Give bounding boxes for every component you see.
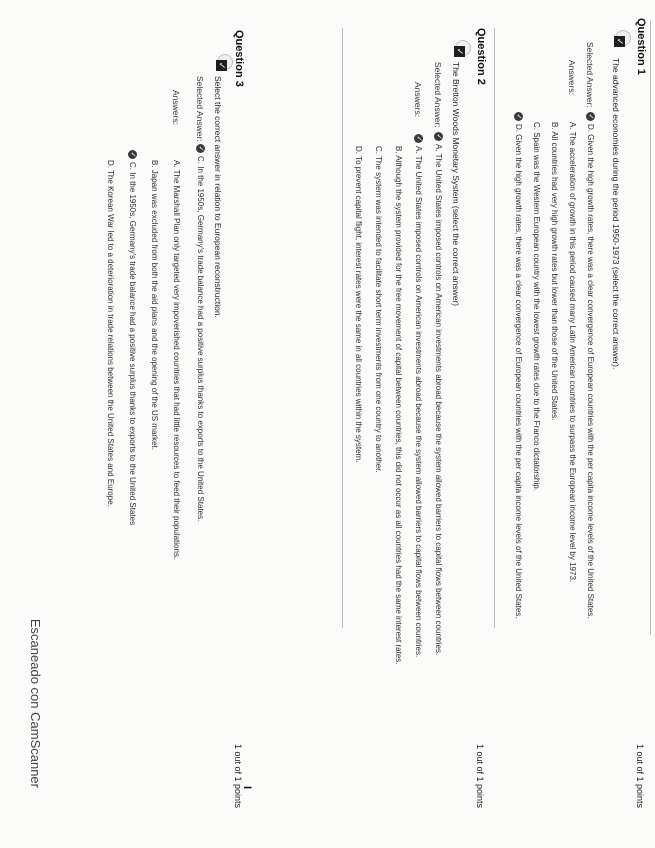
top-border — [650, 20, 651, 635]
camscanner-watermark: Escaneado con CamScanner — [28, 618, 43, 788]
question-3-option-c: ✓C. In the 1950s, Germany's trade balance had a positive surplus thanks to exports to the United States — [128, 151, 137, 526]
correct-check-icon: ✓ — [128, 151, 136, 158]
question-1-option-c: C. Spain was the Western European country with the lowest growth rates due to the Franco dictatorship. — [532, 122, 541, 491]
question-1-points: 1 out of 1 points — [635, 743, 645, 808]
question-1-title: Question 1 — [635, 18, 647, 75]
question-2-option-b: B. Although the system provided for the free movement of capital between countries, this did not occur as all countries had the same interest rates. — [394, 146, 403, 665]
question-check-icon: ✓ — [455, 40, 471, 56]
correct-check-icon: ✓ — [586, 113, 594, 120]
question-2-answers-label: Answers: — [413, 82, 423, 117]
correct-check-icon: ✓ — [514, 113, 522, 120]
question-1-prompt: The advanced economies during the period 1950-1973 (select the correct answer). — [611, 58, 621, 370]
question-3-option-b: B. Japan was excluded from both the aid plans and the opening of the US market. — [150, 160, 159, 450]
correct-check-icon: ✓ — [434, 133, 442, 140]
question-1-option-a: A. The acceleration of growth in this period caused many Latin American countries to surpass the European income level by 1973. — [568, 122, 577, 583]
question-3-title: Question 3 — [233, 30, 245, 87]
question-2-prompt: The Bretton Woods Monetary System (select the correct answer) — [451, 62, 461, 307]
correct-check-icon: ✓ — [196, 145, 204, 152]
question-check-icon: ✓ — [615, 30, 631, 46]
question-2-option-c: C. The system was intended to facilitate short term investments from one country to another. — [374, 146, 383, 473]
question-3-prompt: Select the correct answer in relation to European reconstruction. — [213, 76, 223, 318]
question-3-points: 1 out of 1 points — [233, 743, 243, 808]
question-1-selected-label: Selected Answer: — [585, 42, 595, 108]
divider — [494, 28, 495, 628]
question-1-answers-label: Answers: — [567, 60, 577, 95]
question-1-selected-answer: ✓D. Given the high growth rates, there was a clear convergence of European countries with the per capita income levels of the United States. — [586, 113, 595, 619]
correct-check-icon: ✓ — [414, 135, 422, 142]
question-2-selected-label: Selected Answer: — [433, 62, 443, 128]
question-2-title: Question 2 — [475, 28, 487, 85]
question-3-selected-label: Selected Answer: — [195, 76, 205, 142]
question-2-points: 1 out of 1 points — [475, 743, 485, 808]
question-2-option-a: ✓A. The United States imposed controls on American investments abroad because the system allowed barriers to capital flows between countries. — [414, 135, 423, 658]
question-1-option-b: B. All countries had very high growth rates but lower than those of the United States. — [550, 122, 559, 421]
question-3-option-d: D. The Korean War led to a deterioration in trade relations between the United States and Europe. — [106, 160, 115, 507]
question-3-answers-label: Answers: — [171, 90, 181, 125]
question-3-selected-answer: ✓C. In the 1950s, Germany's trade balance had a positive surplus thanks to exports to the United States. — [196, 145, 205, 522]
divider — [342, 28, 343, 628]
question-check-icon: ✓ — [217, 54, 233, 70]
question-2-selected-answer: ✓A. The United States imposed controls on American investments abroad because the system allowed barriers to capital flows between countries. — [434, 133, 443, 656]
question-1-option-d: ✓D. Given the high growth rates, there was a clear convergence of European countries with the per capita income levels of the United States. — [514, 113, 523, 619]
question-3-option-a: A. The Marshall Plan only targeted very impoverished countries that had little resources to feed their populations. — [172, 160, 181, 560]
text-cursor-icon: I — [241, 786, 253, 790]
question-2-option-d: D. To prevent capital flight, interest rates were the same in all countries within the system. — [354, 146, 363, 463]
